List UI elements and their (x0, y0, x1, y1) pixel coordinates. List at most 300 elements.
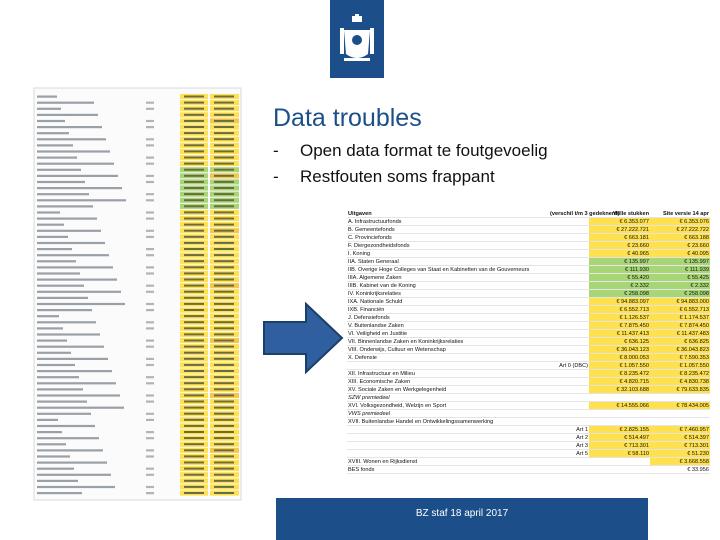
thumbnail-cell (184, 370, 204, 372)
thumbnail-cell (184, 279, 204, 281)
thumbnail-cell (184, 230, 204, 232)
thumbnail-cell (146, 163, 154, 165)
thumbnail-cell (37, 340, 67, 342)
thumbnail-cell (37, 181, 85, 183)
table-cell: SZW premiedeel (347, 394, 549, 402)
table-cell (549, 386, 589, 394)
table-cell: J. Defensiefonds (347, 314, 549, 322)
thumbnail-cell (37, 492, 82, 494)
thumbnail-cell (184, 224, 204, 226)
thumbnail-cell (184, 443, 204, 445)
thumbnail-cell (184, 474, 204, 476)
thumbnail-cell (184, 144, 204, 146)
thumbnail-cell (184, 96, 204, 98)
thumbnail-cell (146, 272, 154, 274)
thumbnail-cell (37, 455, 70, 457)
table-cell: € 6.353.077 (589, 218, 650, 226)
thumbnail-cell (146, 285, 154, 287)
thumbnail-cell (214, 443, 234, 445)
thumbnail-cell (37, 254, 109, 256)
thumbnail-cell (37, 242, 105, 244)
thumbnail-cell (214, 260, 234, 262)
thumbnail-cell (184, 169, 204, 171)
table-cell: Art 5 (549, 450, 589, 458)
table-cell (549, 378, 589, 386)
table-cell: € 7.874.450 (650, 322, 710, 330)
table-cell: € 55.420 (589, 274, 650, 282)
thumbnail-cell (146, 455, 154, 457)
table-cell: € 40.095 (650, 250, 710, 258)
thumbnail-cell (184, 138, 204, 140)
thumbnail-cell (184, 248, 204, 250)
table-cell: I. Koning (347, 250, 549, 258)
thumbnail-cell (184, 388, 204, 390)
thumbnail-cell (37, 297, 88, 299)
table-row (347, 450, 710, 458)
thumbnail-cell (146, 492, 154, 494)
table-row (347, 362, 710, 370)
thumbnail-cell (214, 230, 234, 232)
table-cell (549, 330, 589, 338)
table-row (347, 306, 710, 314)
table-row (347, 442, 710, 450)
thumbnail-cell (37, 224, 64, 226)
thumbnail-cell (214, 309, 234, 311)
table-cell (549, 234, 589, 242)
thumbnail-cell (146, 401, 154, 403)
table-row (347, 274, 710, 282)
thumbnail-cell (184, 309, 204, 311)
table-cell: € 4.820.715 (589, 378, 650, 386)
table-cell: € 2.332 (650, 282, 710, 290)
thumbnail-cell (184, 291, 204, 293)
thumbnail-cell (214, 333, 234, 335)
thumbnail-cell (37, 449, 103, 451)
thumbnail-cell (184, 211, 204, 213)
thumbnail-cell (37, 419, 58, 421)
table-cell (549, 458, 589, 466)
thumbnail-cell (146, 340, 154, 342)
thumbnail-cell (146, 230, 154, 232)
table-cell: € 135.997 (589, 258, 650, 266)
thumbnail-cell (184, 132, 204, 134)
table-cell (347, 442, 549, 450)
thumbnail-cell (37, 364, 75, 366)
table-cell: € 636.125 (589, 338, 650, 346)
table-row (347, 354, 710, 362)
thumbnail-cell (37, 370, 112, 372)
footer-bar (276, 498, 648, 540)
table-cell (650, 410, 710, 418)
thumbnail-cell (146, 181, 154, 183)
thumbnail-cell (146, 486, 154, 488)
thumbnail-cell (214, 419, 234, 421)
thumbnail-cell (146, 364, 154, 366)
thumbnail-cell (37, 126, 102, 128)
thumbnail-cell (37, 108, 61, 110)
table-cell: Art 3 (549, 442, 589, 450)
table-cell: € 27.222.722 (650, 226, 710, 234)
table-cell (549, 290, 589, 298)
thumbnail-cell (37, 199, 126, 201)
thumbnail-cell (184, 254, 204, 256)
thumbnail-cell (184, 266, 204, 268)
thumbnail-cell (146, 248, 154, 250)
table-cell (347, 362, 549, 370)
table-cell: VI. Veiligheid en Justitie (347, 330, 549, 338)
thumbnail-cell (37, 248, 72, 250)
table-row (347, 434, 710, 442)
thumbnail-cell (37, 175, 118, 177)
thumbnail-cell (37, 236, 68, 238)
table-row (347, 282, 710, 290)
thumbnail-cell (146, 144, 154, 146)
thumbnail-cell (214, 199, 234, 201)
table-cell: € 663.188 (650, 234, 710, 242)
thumbnail-cell (146, 382, 154, 384)
crest-icon (340, 14, 374, 64)
thumbnail-cell (184, 102, 204, 104)
table-cell: IIIA. Algemene Zaken (347, 274, 549, 282)
thumbnail-cell (214, 480, 234, 482)
thumbnail-cell (146, 254, 154, 256)
table-cell: Art 1 (549, 426, 589, 434)
table-cell (549, 314, 589, 322)
thumbnail-cell (37, 462, 107, 464)
thumbnail-cell (214, 327, 234, 329)
table-row (347, 298, 710, 306)
thumbnail-cell (146, 394, 154, 396)
table-row (347, 258, 710, 266)
spreadsheet-thumbnail (34, 88, 241, 500)
table-cell: € 7.460.957 (650, 426, 710, 434)
table-cell: X. Defensie (347, 354, 549, 362)
thumbnail-cell (37, 272, 80, 274)
table-cell: VWS premiedeel (347, 410, 549, 418)
thumbnail-cell (214, 468, 234, 470)
thumbnail-cell (214, 358, 234, 360)
table-row (347, 218, 710, 226)
table-row (347, 266, 710, 274)
thumbnail-cell (184, 303, 204, 305)
thumbnail-cell (37, 333, 100, 335)
table-row (347, 402, 710, 410)
thumbnail-cell (214, 163, 234, 165)
thumbnail-cell (214, 340, 234, 342)
slide-title: Data troubles (273, 104, 422, 132)
thumbnail-cell (37, 437, 99, 439)
thumbnail-cell (184, 120, 204, 122)
table-cell (549, 242, 589, 250)
table-cell: € 94.883.000 (650, 298, 710, 306)
thumbnail-cell (146, 419, 154, 421)
thumbnail-cell (214, 157, 234, 159)
thumbnail-cell (214, 388, 234, 390)
thumbnail-cell (37, 474, 111, 476)
table-cell: € 78.434.005 (650, 402, 710, 410)
thumbnail-cell (184, 126, 204, 128)
thumbnail-cell (214, 126, 234, 128)
table-cell (589, 466, 650, 474)
table-cell: € 40.965 (589, 250, 650, 258)
table-cell: VIII. Onderwijs, Cultuur en Wetenschap (347, 346, 549, 354)
table-cell: € 58.110 (589, 450, 650, 458)
table-cell (549, 298, 589, 306)
thumbnail-cell (214, 291, 234, 293)
thumbnail-cell (146, 266, 154, 268)
thumbnail-cell (214, 401, 234, 403)
thumbnail-cell (37, 163, 114, 165)
thumbnail-cell (146, 346, 154, 348)
thumbnail-cell (214, 425, 234, 427)
thumbnail-cell (146, 236, 154, 238)
table-cell: Art 0 (DBC) (549, 362, 589, 370)
table-cell (549, 354, 589, 362)
table-cell: BES fonds (347, 466, 549, 474)
table-cell: € 8.000.053 (589, 354, 650, 362)
thumbnail-cell (214, 132, 234, 134)
table-cell: € 713.301 (650, 442, 710, 450)
thumbnail-cell (184, 236, 204, 238)
thumbnail-cell (146, 321, 154, 323)
thumbnail-cell (146, 138, 154, 140)
thumbnail-cell (214, 266, 234, 268)
table-cell: C. Provinciefonds (347, 234, 549, 242)
table-row (347, 386, 710, 394)
table-cell: XII. Infrastructuur en Milieu (347, 370, 549, 378)
thumbnail-cell (184, 297, 204, 299)
thumbnail-cell (146, 431, 154, 433)
thumbnail-cell (37, 480, 78, 482)
table-row (347, 394, 710, 402)
thumbnail-cell (214, 138, 234, 140)
thumbnail-cell (146, 175, 154, 177)
table-cell: VII. Binnenlandse Zaken en Koninkrijksrelaties (347, 338, 549, 346)
thumbnail-cell (184, 321, 204, 323)
table-cell: € 1.174.537 (650, 314, 710, 322)
thumbnail-cell (184, 205, 204, 207)
thumbnail-cell (214, 144, 234, 146)
thumbnail-cell (146, 413, 154, 415)
thumbnail-cell (184, 163, 204, 165)
thumbnail-cell (37, 132, 69, 134)
bullet-item: - Restfouten soms frappant (273, 167, 495, 186)
thumbnail-cell (214, 218, 234, 220)
table-cell: F. Diergezondheidsfonds (347, 242, 549, 250)
thumbnail-cell (184, 218, 204, 220)
table-cell: IIA. Staten Generaal (347, 258, 549, 266)
thumbnail-cell (146, 468, 154, 470)
thumbnail-cell (37, 394, 120, 396)
table-cell: IXA. Nationale Schuld (347, 298, 549, 306)
thumbnail-cell (214, 413, 234, 415)
thumbnail-cell (214, 150, 234, 152)
table-cell: € 36.043.823 (650, 346, 710, 354)
table-row (347, 330, 710, 338)
table-row (347, 378, 710, 386)
thumbnail-cell (214, 321, 234, 323)
thumbnail-cell (184, 358, 204, 360)
table-cell: € 6.552.713 (589, 306, 650, 314)
table-cell (650, 394, 710, 402)
thumbnail-cell (214, 352, 234, 354)
thumbnail-cell (214, 297, 234, 299)
table-cell: € 111.939 (650, 266, 710, 274)
table-cell (589, 418, 650, 426)
thumbnail-cell (214, 272, 234, 274)
thumbnail-cell (184, 437, 204, 439)
table-cell (549, 410, 589, 418)
thumbnail-cell (214, 169, 234, 171)
thumbnail-cell (184, 150, 204, 152)
thumbnail-cell (214, 455, 234, 457)
thumbnail-cell (37, 260, 76, 262)
thumbnail-cell (37, 150, 110, 152)
thumbnail-cell (214, 370, 234, 372)
thumbnail-cell (184, 382, 204, 384)
thumbnail-cell (214, 193, 234, 195)
thumbnail-cell (214, 236, 234, 238)
thumbnail-cell (37, 303, 125, 305)
table-cell (549, 266, 589, 274)
table-cell (549, 226, 589, 234)
table-cell (589, 410, 650, 418)
table-cell (650, 418, 710, 426)
thumbnail-cell (37, 321, 96, 323)
thumbnail-cell (184, 242, 204, 244)
thumbnail-cell (37, 425, 95, 427)
table-cell: IV. Koninkrijksrelaties (347, 290, 549, 298)
table-cell: € 7.590.353 (650, 354, 710, 362)
thumbnail-cell (184, 327, 204, 329)
thumbnail-cell (37, 279, 117, 281)
thumbnail-cell (214, 120, 234, 122)
thumbnail-cell (184, 333, 204, 335)
thumbnail-cell (37, 315, 59, 317)
thumbnail-cell (37, 193, 89, 195)
thumbnail-cell (184, 181, 204, 183)
thumbnail-cell (184, 157, 204, 159)
arrow-right-icon (262, 302, 344, 374)
table-cell: XVIII. Wonen en Rijksdienst (347, 458, 549, 466)
table-cell (549, 346, 589, 354)
thumbnail-cell (214, 486, 234, 488)
thumbnail-cell (37, 346, 104, 348)
thumbnail-cell (214, 462, 234, 464)
table-cell: € 11.437.413 (589, 330, 650, 338)
thumbnail-cell (184, 346, 204, 348)
thumbnail-cell (146, 437, 154, 439)
thumbnail-cell (184, 364, 204, 366)
thumbnail-cell (214, 242, 234, 244)
thumbnail-cell (37, 138, 106, 140)
footer-text: BZ staf 18 april 2017 (415, 508, 509, 519)
table-cell (549, 338, 589, 346)
thumbnail-cell (214, 279, 234, 281)
table-cell (549, 394, 589, 402)
thumbnail-cell (214, 394, 234, 396)
table-cell: € 514.497 (589, 434, 650, 442)
thumbnail-cell (184, 401, 204, 403)
thumbnail-cell (37, 388, 83, 390)
table-cell: € 6.552.713 (650, 306, 710, 314)
thumbnail-cell (37, 352, 71, 354)
table-cell: € 2.825.155 (589, 426, 650, 434)
thumbnail-cell (214, 303, 234, 305)
table-cell (549, 218, 589, 226)
table-cell (549, 258, 589, 266)
table-cell (549, 322, 589, 330)
thumbnail-cell (37, 96, 57, 98)
thumbnail-cell (184, 486, 204, 488)
table-row (347, 338, 710, 346)
thumbnail-cell (146, 309, 154, 311)
thumbnail-cell (184, 199, 204, 201)
table-cell: € 636.825 (650, 338, 710, 346)
table-cell: € 663.181 (589, 234, 650, 242)
thumbnail-cell (214, 248, 234, 250)
thumbnail-cell (37, 144, 73, 146)
thumbnail-cell (37, 266, 113, 268)
table-row (347, 242, 710, 250)
thumbnail-cell (184, 468, 204, 470)
thumbnail-cell (146, 199, 154, 201)
thumbnail-cell (146, 474, 154, 476)
table-row (347, 458, 710, 466)
table-cell: IIIB. Kabinet van de Koning (347, 282, 549, 290)
thumbnail-cell (214, 211, 234, 213)
table-row (347, 418, 710, 426)
table-row (347, 466, 710, 474)
table-cell: € 14.555.066 (589, 402, 650, 410)
table-cell: € 8.235.472 (650, 370, 710, 378)
table-cell: € 1.057.550 (589, 362, 650, 370)
thumbnail-cell (184, 492, 204, 494)
table-cell: € 11.437.483 (650, 330, 710, 338)
thumbnail-cell (146, 193, 154, 195)
thumbnail-cell (37, 413, 91, 415)
thumbnail-cell (214, 364, 234, 366)
table-cell: XVI. Volksgezondheid, Welzijn en Sport (347, 402, 549, 410)
table-cell: € 7.875.450 (589, 322, 650, 330)
thumbnail-cell (214, 108, 234, 110)
thumbnail-cell (37, 382, 116, 384)
thumbnail-cell (214, 285, 234, 287)
table-cell: € 94.883.097 (589, 298, 650, 306)
table-cell (549, 402, 589, 410)
thumbnail-cell (37, 407, 124, 409)
thumbnail-cell (184, 272, 204, 274)
thumbnail-cell (184, 108, 204, 110)
thumbnail-cell (37, 211, 60, 213)
thumbnail-cell (184, 419, 204, 421)
table-cell (549, 250, 589, 258)
table-cell (549, 418, 589, 426)
thumbnail-cell (37, 291, 121, 293)
thumbnail-cell (37, 285, 84, 287)
thumbnail-cell (37, 169, 81, 171)
thumbnail-cell (184, 449, 204, 451)
table-cell (549, 274, 589, 282)
thumbnail-cell (37, 157, 77, 159)
thumbnail-cell (214, 315, 234, 317)
bullet-item: - Open data format te foutgevoelig (273, 141, 548, 160)
table-cell (549, 282, 589, 290)
thumbnail-cell (214, 254, 234, 256)
thumbnail-cell (214, 407, 234, 409)
table-cell: € 258.098 (589, 290, 650, 298)
thumbnail-cell (214, 376, 234, 378)
